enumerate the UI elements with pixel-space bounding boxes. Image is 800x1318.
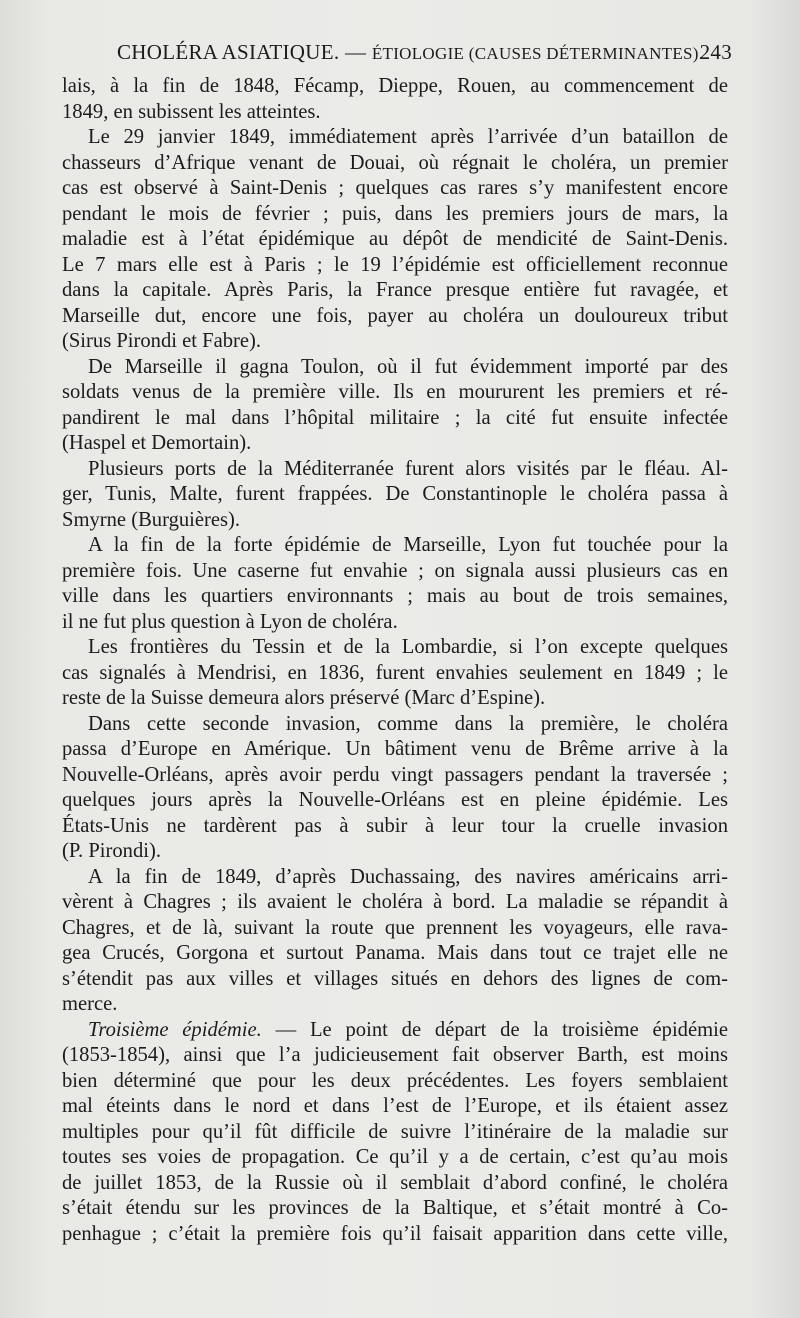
page-body (62, 74, 728, 1247)
text-line: première fois. Une caserne fut envahie ; on signala aussi plusieurs cas en (62, 559, 728, 582)
text-line: Dans cette seconde invasion, comme dans la première, le choléra (88, 712, 728, 735)
text-line: (Sirus Pirondi et Fabre). (62, 330, 262, 352)
text-line: gea Crucés, Gorgona et surtout Panama. Mais dans tout ce trajet elle ne (62, 942, 728, 964)
header-dash: — (344, 40, 367, 64)
page-number: 243 (699, 40, 732, 64)
text-line: Smyrne (Burguières). (62, 508, 241, 531)
text-line: De Marseille il gagna Toulon, où il fut évidemment importé par des (88, 355, 728, 378)
text-line: A la fin de la forte épidémie de Marseille, Lyon fut touchée pour la (88, 534, 728, 556)
text-line: 1849, en subissent les atteintes. (62, 100, 321, 123)
text-line: Nouvelle-Orléans, après avoir perdu vingt passagers pendant la traversée ; (62, 763, 728, 786)
text-line: pandirent le mal dans l’hôpital militaire ; la cité fut ensuite infectée (62, 406, 728, 429)
text-line: quelques jours après la Nouvelle-Orléans est en pleine épidémie. Les (62, 789, 728, 811)
text-line: soldats venus de la première ville. Ils en moururent les premiers et ré- (62, 381, 728, 403)
text-line: Le 7 mars elle est à Paris ; le 19 l’épidémie est officiellement reconnue (62, 253, 728, 276)
text-line: mal éteints dans le nord et dans l’est de l’Europe, et ils étaient assez (62, 1095, 728, 1117)
text-line: maladie est à l’état épidémique au dépôt de mendicité de Saint-Denis. (62, 228, 728, 250)
text-line: Plusieurs ports de la Méditerranée furent alors visités par le fléau. Al- (88, 457, 728, 480)
running-header (62, 40, 732, 72)
running-section: ÉTIOLOGIE (CAUSES DÉTERMINANTES). (371, 44, 704, 63)
text-line: (P. Pirondi). (62, 840, 161, 862)
text-line: s’étendit pas aux villes et villages situés en dehors des lignes de com- (62, 967, 728, 990)
running-title: CHOLÉRA ASIATIQUE. (117, 40, 340, 64)
text-line: cas est observé à Saint-Denis ; quelques cas rares s’y manifestent encore (62, 177, 728, 199)
text-line: dans la capitale. Après Paris, la France presque entière fut ravagée, et (62, 279, 728, 301)
text-line: pendant le mois de février ; puis, dans les premiers jours de mars, la (62, 202, 728, 225)
text-line: merce. (62, 993, 118, 1015)
text-line: (Haspel et Demortain). (62, 432, 252, 454)
text-line: toutes ses voies de propagation. Ce qu’il y a de certain, c’est qu’au mois (62, 1146, 728, 1168)
text-line: Le 29 janvier 1849, immédiatement après l’arrivée d’un bataillon de (88, 126, 728, 148)
text-line: Marseille dut, encore une fois, payer au choléra un douloureux tribut (62, 304, 728, 327)
text-line: penhague ; c’était la première fois qu’il faisait apparition dans cette ville, (62, 1222, 728, 1245)
text-line: passa d’Europe en Amérique. Un bâtiment venu de Brême arrive à la (62, 738, 728, 760)
text-line: multiples pour qu’il fût difficile de suivre l’itinéraire de la maladie sur (62, 1120, 728, 1143)
text-line: cas signalés à Mendrisi, en 1836, furent envahies seulement en 1849 ; le (62, 661, 728, 684)
text-line: de juillet 1853, de la Russie où il semblait d’abord confiné, le choléra (62, 1171, 728, 1194)
text-line: lais, à la fin de 1848, Fécamp, Dieppe, Rouen, au commencement de (62, 75, 728, 97)
text-line: Chagres, et de là, suivant la route que prennent les voyageurs, elle rava- (62, 916, 728, 939)
italic-heading: Troisième épidémie. (88, 1018, 262, 1041)
text-line: reste de la Suisse demeura alors préservé (Marc d’Espine). (62, 687, 546, 709)
text-line: États-Unis ne tardèrent pas à subir à leur tour la cruelle invasion (62, 814, 728, 837)
text-line: Les frontières du Tessin et de la Lombardie, si l’on excepte quelques (88, 636, 728, 658)
text-line: ger, Tunis, Malte, furent frappées. De Constantinople le choléra passa à (62, 483, 728, 505)
text-line-section-start (62, 1018, 728, 1044)
text-line: il ne fut plus question à Lyon de choléra. (62, 610, 398, 633)
text-line: s’était étendu sur les provinces de la Baltique, et s’était montré à Co- (62, 1197, 728, 1219)
text-line: A la fin de 1849, d’après Duchassaing, des navires américains arri- (88, 865, 728, 888)
text-line: bien déterminé que pour les deux précédentes. Les foyers semblaient (62, 1069, 728, 1092)
text-line: (1853-1854), ainsi que l’a judicieusement fait observer Barth, est moins (62, 1044, 728, 1066)
text-line-remainder: — Le point de départ de la troisième épidémie (275, 1018, 728, 1041)
text-line: vèrent à Chagres ; ils avaient le choléra à bord. La maladie se répandit à (62, 891, 728, 913)
text-line: ville dans les quartiers environnants ; mais au bout de trois semaines, (62, 585, 728, 607)
text-line: chasseurs d’Afrique venant de Douai, où régnait le choléra, un premier (62, 151, 728, 174)
